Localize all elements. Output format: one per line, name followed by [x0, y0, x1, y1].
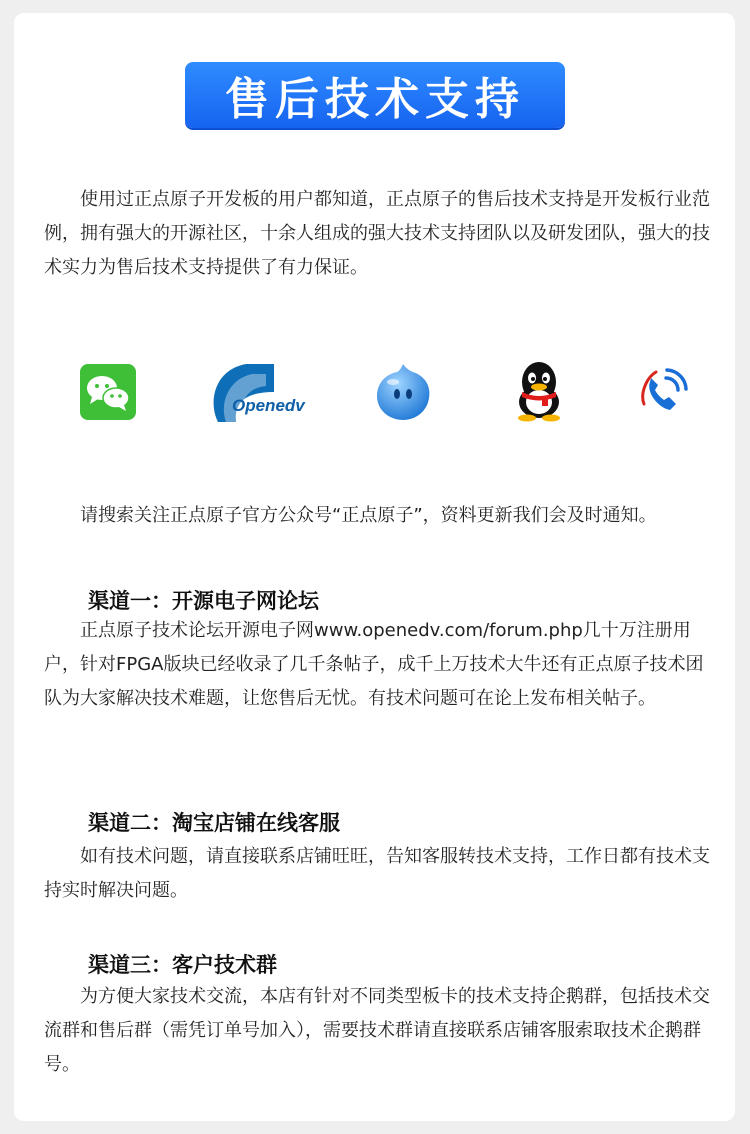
page-title: 售后技术支持 [185, 62, 565, 128]
channel-3-body: 为方便大家技术交流，本店有针对不同类型板卡的技术支持企鹅群，包括技术交流群和售后群（需凭订单号加入），需要技术群请直接联系店铺客服索取技术企鹅群号。 [44, 986, 710, 1075]
phone-icon [636, 364, 692, 420]
channel-2-body: 如有技术问题，请直接联系店铺旺旺，告知客服转技术支持，工作日都有技术支持实时解决问题。 [44, 846, 710, 901]
qq-icon [512, 360, 566, 422]
openedv-logo-text: Openedv [232, 396, 305, 415]
wechat-icon [80, 364, 136, 420]
aliwangwang-icon [373, 362, 433, 422]
channel-2-heading: 渠道二：淘宝店铺在线客服 [88, 811, 340, 835]
channel-3-heading: 渠道三：客户技术群 [88, 953, 277, 977]
channel-1-heading: 渠道一：开源电子网论坛 [88, 589, 319, 613]
openedv-logo [206, 362, 316, 422]
notice-paragraph: 请搜索关注正点原子官方公众号“正点原子”，资料更新我们会及时通知。 [80, 505, 657, 526]
channel-1-body: 正点原子技术论坛开源电子网www.openedv.com/forum.php几十万注册用户，针对FPGA版块已经收录了几千条帖子，成千上万技术大牛还有正点原子技术团队为大家解决技术难题，让您售后无忧。有技术问题可在论上发布相关帖子。 [44, 620, 704, 709]
intro-paragraph: 使用过正点原子开发板的用户都知道，正点原子的售后技术支持是开发板行业范例，拥有强大的开源社区，十余人组成的强大技术支持团队以及研发团队，强大的技术实力为售后技术支持提供了有力保证。 [44, 189, 710, 278]
